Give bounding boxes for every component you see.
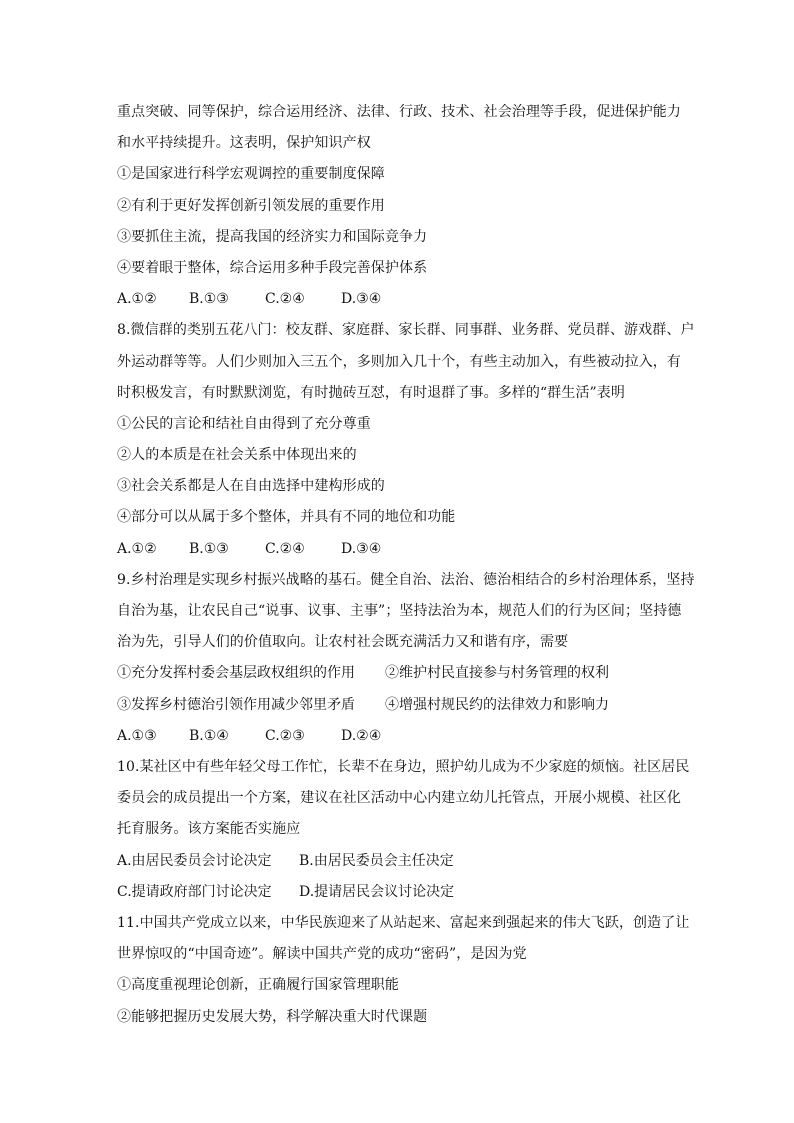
q9-stem-line-2: 自治为基，让农民自己“说事、议事、主事”；坚持法治为本，规范人们的行为区间；坚持德 <box>117 603 682 619</box>
q8-choice-4: ④部分可以从属于多个整体，并具有不同的地位和功能 <box>117 509 456 525</box>
q9-choice-1: ①充分发挥村委会基层政权组织的作用 <box>117 665 355 681</box>
q10-stem-line-3: 托育服务。该方案能否实施应 <box>117 821 301 837</box>
q7-choice-1: ①是国家进行科学宏观调控的重要制度保障 <box>117 166 385 182</box>
q7-option-a: A.①② <box>117 291 157 307</box>
q10-options-row-1 <box>117 851 717 871</box>
q7-choice-4: ④要着眼于整体，综合运用多种手段完善保护体系 <box>117 260 428 276</box>
q7-stem-line-2: 和水平持续提升。这表明，保护知识产权 <box>117 135 371 151</box>
q9-option-c: C.②③ <box>265 728 305 744</box>
q7-option-b: B.①③ <box>189 291 229 307</box>
q7-choice-2: ②有利于更好发挥创新引领发展的重要作用 <box>117 198 385 214</box>
q8-option-a: A.①② <box>117 541 157 557</box>
q10-stem-line-2: 委员会的成员提出一个方案，建议在社区活动中心内建立幼儿托管点，开展小规模、社区化 <box>117 790 681 806</box>
q9-stem-line-1: 9.乡村治理是实现乡村振兴战略的基石。健全自治、法治、德治相结合的乡村治理体系，坚持 <box>117 572 695 588</box>
q8-choice-1: ①公民的言论和结社自由得到了充分尊重 <box>117 416 371 432</box>
q8-stem-line-2: 外运动群等等。人们少则加入三五个，多则加入几十个，有些主动加入，有些被动拉入，有 <box>117 354 681 370</box>
q10-option-c: C.提请政府部门讨论决定 <box>117 884 272 900</box>
q9-choice-2: ②维护村民直接参与村务管理的权利 <box>385 665 609 681</box>
q9-option-d: D.②④ <box>341 728 382 744</box>
q10-option-a: A.由居民委员会讨论决定 <box>117 853 272 869</box>
q10-stem-line-1: 10.某社区中有些年轻父母工作忙，长辈不在身边，照护幼儿成为不少家庭的烦恼。社区居民 <box>117 759 690 775</box>
q9-stem-line-3: 治为先，引导人们的价值取向。让农村社会既充满活力又和谐有序，需要 <box>117 634 569 650</box>
q9-choice-3: ③发挥乡村德治引领作用减少邻里矛盾 <box>117 697 355 713</box>
q9-choice-4: ④增强村规民约的法律效力和影响力 <box>385 697 609 713</box>
q9-option-a: A.①③ <box>117 728 157 744</box>
q10-option-d: D.提请居民会议讨论决定 <box>299 884 455 900</box>
q10-option-b: B.由居民委员会主任决定 <box>299 853 454 869</box>
q8-option-c: C.②④ <box>265 541 305 557</box>
q8-choice-3: ③社会关系都是人在自由选择中建构形成的 <box>117 478 385 494</box>
q11-stem-line-2: 世界惊叹的“中国奇迹”。解读中国共产党的成功“密码”，是因为党 <box>117 946 527 962</box>
q9-choices-row-2 <box>117 695 717 715</box>
q10-options-row-2 <box>117 882 717 902</box>
q9-option-b: B.①④ <box>189 728 229 744</box>
q7-choice-3: ③要抓住主流，提高我国的经济实力和国际竞争力 <box>117 229 428 245</box>
q8-option-d: D.③④ <box>341 541 382 557</box>
q7-option-c: C.②④ <box>265 291 305 307</box>
q8-option-b: B.①③ <box>189 541 229 557</box>
q9-choices-row-1 <box>117 663 717 683</box>
q11-choice-2: ②能够把握历史发展大势，科学解决重大时代课题 <box>117 1009 428 1025</box>
q8-choice-2: ②人的本质是在社会关系中体现出来的 <box>117 447 357 463</box>
q11-choice-1: ①高度重视理论创新，正确履行国家管理职能 <box>117 977 399 993</box>
q7-option-d: D.③④ <box>341 291 382 307</box>
q11-stem-line-1: 11.中国共产党成立以来，中华民族迎来了从站起来、富起来到强起来的伟大飞跃，创造了让 <box>117 915 690 931</box>
q8-stem-line-1: 8.微信群的类别五花八门：校友群、家庭群、家长群、同事群、业务群、党员群、游戏群、户 <box>117 322 695 338</box>
q8-stem-line-3: 时积极发言，有时默默浏览，有时抛砖互怼，有时退群了事。多样的“群生活”表明 <box>117 385 626 401</box>
q7-stem-line-1: 重点突破、同等保护，综合运用经济、法律、行政、技术、社会治理等手段，促进保护能力 <box>117 104 681 120</box>
